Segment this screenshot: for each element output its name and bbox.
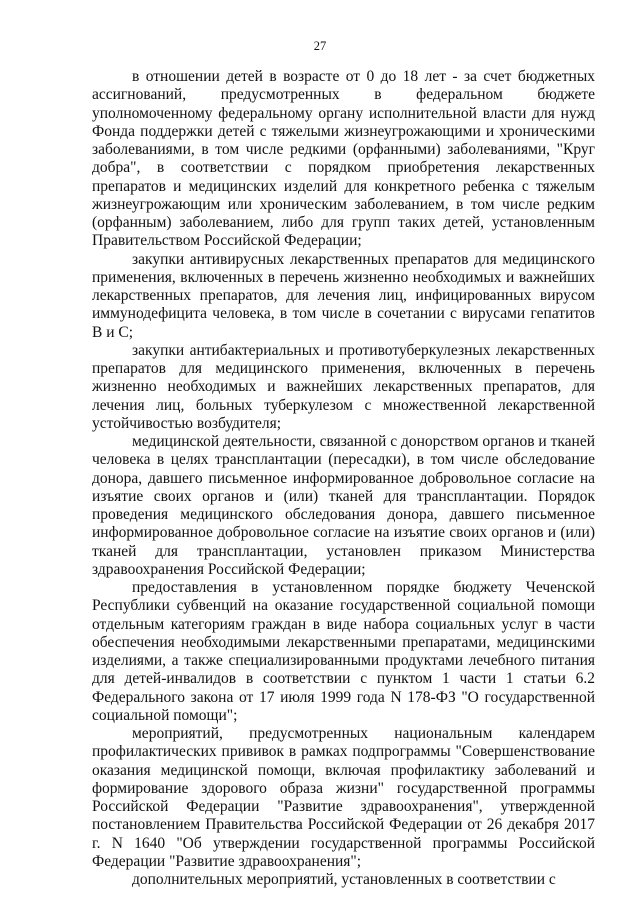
paragraph-children-fund: в отношении детей в возрасте от 0 до 18 лет - за счет бюджетных ассигнований, предусмотренных в федеральном бюджете уполномоченному федеральному органу исполнительной власти для нужд Фонда поддержки детей с тяжелыми жизнеугрожающими и хроническими заболеваниями, в том числе редкими (орфанными) заболеваниями, "Круг добра", в соответствии с порядком приобретения лекарственных препаратов и медицинских изделий для конкретного ребенка с тяжелым жизнеугрожающим или хроническим заболеванием, в том числе редким (орфанным) заболеванием, либо для групп таких детей, установленным Правительством Российской Федерации; (92, 68, 595, 250)
body-text (92, 68, 595, 889)
paragraph-organ-donation: медицинской деятельности, связанной с донорством органов и тканей человека в целях трансплантации (пересадки), в том числе обследование донора, давшего письменное информированное добровольное согласие на изъятие своих органов и (или) тканей для трансплантации. Порядок проведения медицинского обследования донора, давшего письменное информированное добровольное согласие на изъятие своих органов и (или) тканей для трансплантации, установлен приказом Министерства здравоохранения Российской Федерации; (92, 433, 595, 578)
paragraph-vaccination-calendar: мероприятий, предусмотренных национальным календарем профилактических прививок в рамках подпрограммы "Совершенствование оказания медицинской помощи, включая профилактику заболеваний и формирование здорового образа жизни" государственной программы Российской Федерации "Развитие здравоохранения", утвержденной постановлением Правительства Российской Федерации от 26 декабря 2017 г. N 1640 "Об утверждении государственной программы Российской Федерации "Развитие здравоохранения"; (92, 725, 595, 870)
paragraph-additional-measures: дополнительных мероприятий, установленных в соответствии с (132, 871, 556, 888)
paragraph-tuberculosis-drugs: закупки антибактериальных и противотуберкулезных лекарственных препаратов для медицинского применения, включенных в перечень жизненно необходимых и важнейших лекарственных препаратов, для лечения лиц, больных туберкулезом с множественной лекарственной устойчивостью возбудителя; (92, 341, 595, 432)
paragraph-antiviral-drugs: закупки антивирусных лекарственных препаратов для медицинского применения, включенных в перечень жизненно необходимых и важнейших лекарственных препаратов, для лечения лиц, инфицированных вирусом иммунодефицита человека, в том числе в сочетании с вирусами гепатитов B и C; (92, 250, 595, 341)
page-number: 27 (313, 39, 327, 53)
paragraph-chechen-subventions: предоставления в установленном порядке бюджету Чеченской Республики субвенций на оказание государственной социальной помощи отдельным категориям граждан в виде набора социальных услуг в части обеспечения необходимыми лекарственными препаратами, медицинскими изделиями, а также специализированными продуктами лечебного питания для детей-инвалидов в соответствии с пунктом 1 части 1 статьи 6.2 Федерального закона от 17 июля 1999 года N 178-ФЗ "О государственной социальной помощи"; (92, 579, 595, 724)
